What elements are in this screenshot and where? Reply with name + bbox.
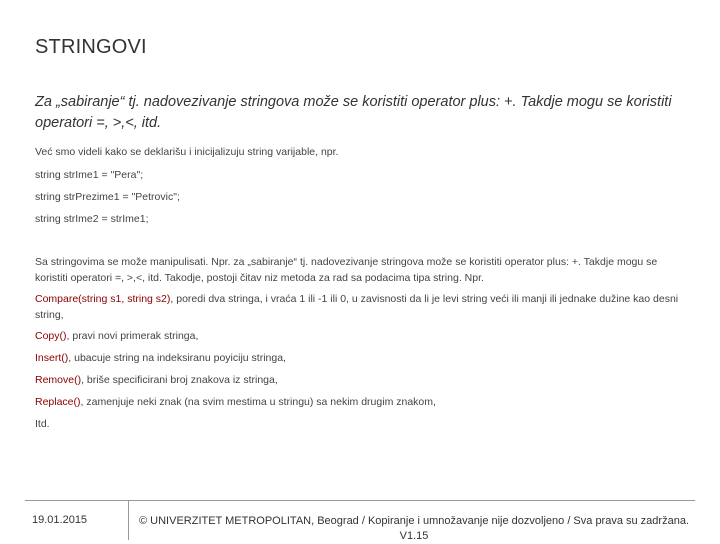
method-name: Insert() bbox=[35, 352, 69, 364]
copyright-text: © UNIVERZITET METROPOLITAN, Beograd / Kopiranje i umnožavanje nije dozvoljeno / Sva prava su zadržana. bbox=[139, 515, 689, 527]
method-name: Compare(string s1, string s2) bbox=[35, 293, 171, 305]
method-item bbox=[35, 394, 690, 410]
manipulation-paragraph: Sa stringovima se može manipulisati. Npr. za „sabiranje“ tj. nadovezivanje stringova može se koristiti operator plus: +. Takdje mogu se koristiti operatori =, >,<, itd. Takodje, postoji čitav niz metoda za rad sa podacima tipa string. Npr. bbox=[35, 256, 658, 284]
code-line-2: string strPrezime1 = "Petrovic"; bbox=[35, 191, 180, 203]
version-text: V1.15 bbox=[399, 530, 429, 542]
slide-title: STRINGOVI bbox=[35, 36, 147, 58]
method-description: , briše specificirani broj znakova iz stringa, bbox=[81, 374, 278, 386]
method-name: Remove() bbox=[35, 374, 82, 386]
method-name: Copy() bbox=[35, 330, 67, 342]
method-item bbox=[35, 291, 690, 323]
footer-date: 19.01.2015 bbox=[32, 514, 88, 526]
code-line-1: string strIme1 = "Pera"; bbox=[35, 169, 144, 181]
method-description: , zamenjuje neki znak (na svim mestima u stringu) sa nekim drugim znakom, bbox=[80, 396, 436, 408]
intro-text: Za „sabiranje“ tj. nadovezivanje stringova može se koristiti operator plus: +. Takdje mogu se koristiti operatori =, >,<, itd. bbox=[35, 94, 672, 131]
method-description: , poredi dva stringa, i vraća 1 ili -1 ili 0, u zavisnosti da li je levi string veći ili manji ili jednake dužine kao desni string, bbox=[35, 293, 679, 321]
declaration-intro: Već smo videli kako se deklarišu i inicijalizuju string varijable, npr. bbox=[35, 146, 339, 158]
etc-text: Itd. bbox=[35, 418, 50, 430]
code-line-3: string strIme2 = strIme1; bbox=[35, 213, 149, 225]
method-name: Replace() bbox=[35, 396, 81, 408]
method-description: , pravi novi primerak stringa, bbox=[66, 330, 199, 342]
method-item bbox=[35, 372, 690, 388]
method-item bbox=[35, 328, 690, 344]
method-description: , ubacuje string na indeksiranu poyiciju stringa, bbox=[68, 352, 286, 364]
footer-separator bbox=[128, 500, 129, 540]
method-item bbox=[35, 350, 690, 366]
footer-divider bbox=[25, 500, 695, 501]
